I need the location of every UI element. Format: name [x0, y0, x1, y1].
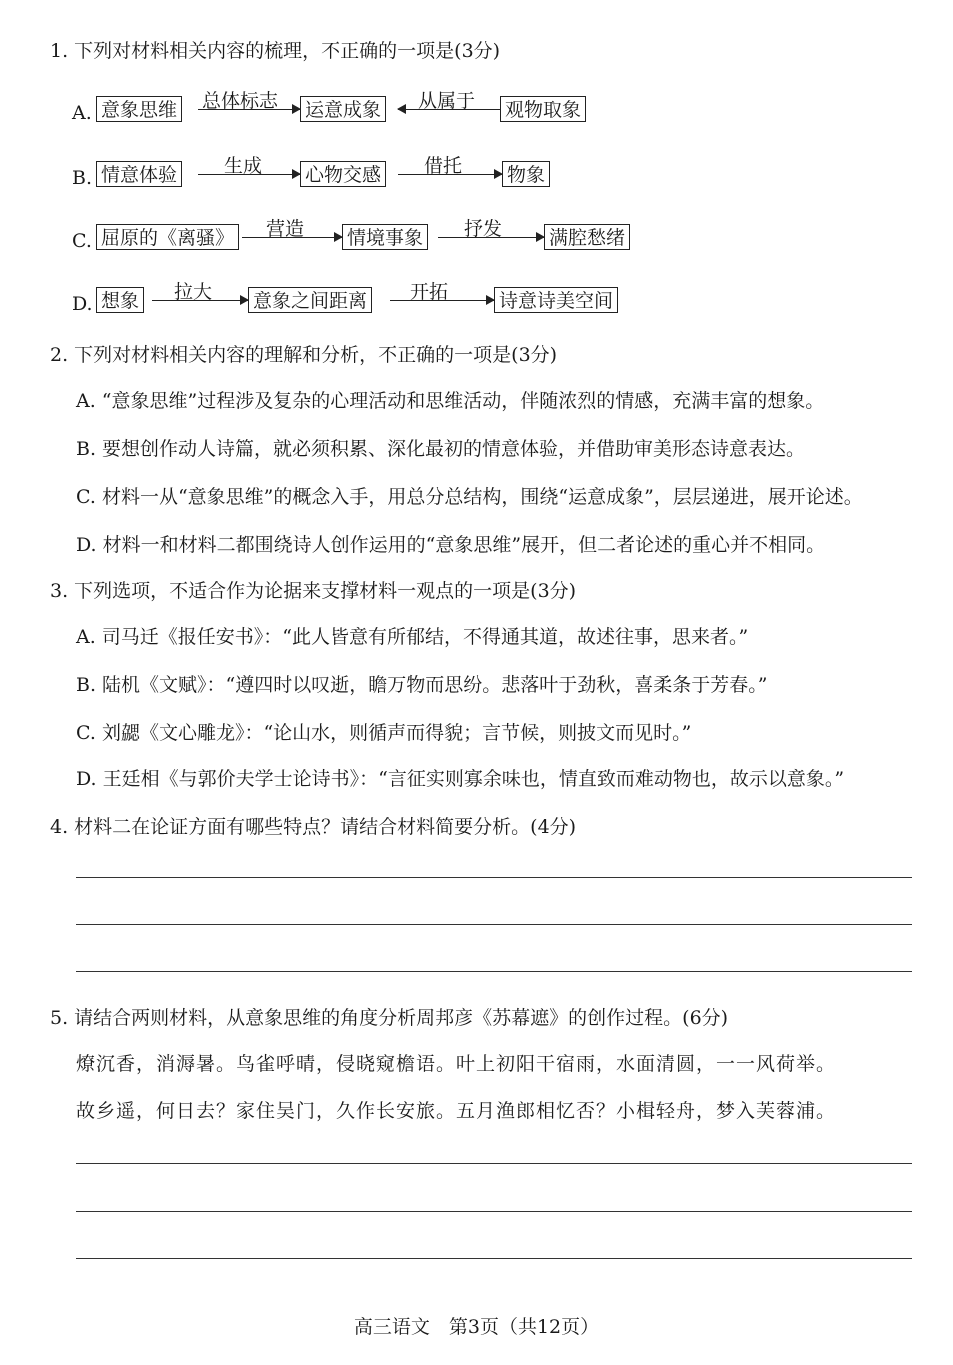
arrow-left-icon: [398, 90, 500, 112]
arrow-right-icon: [198, 90, 300, 112]
q4-answer-line-3[interactable]: [76, 971, 912, 972]
arrow-label: 开拓: [410, 281, 449, 303]
option-letter: A.: [72, 102, 92, 124]
poem-line-2: 故乡遥，何日去？家住吴门，久作长安旅。五月渔郎相忆否？小楫轻舟，梦入芙蓉浦。: [76, 1100, 837, 1122]
q3-option-a: A. 司马迁《报任安书》：“此人皆意有所郁结，不得通其道，故述往事，思来者。”: [76, 626, 749, 648]
q2-option-a: A. “意象思维”过程涉及复杂的心理活动和思维活动，伴随浓烈的情感，充满丰富的想象。: [76, 390, 825, 412]
arrow-right-icon: [438, 218, 544, 240]
flow-box: 情境事象: [342, 224, 428, 250]
option-letter: B.: [72, 167, 93, 189]
option-letter: C.: [72, 230, 92, 252]
q3-option-b: B. 陆机《文赋》：“遵四时以叹逝，瞻万物而思纷。悲落叶于劲秋，喜柔条于芳春。”: [76, 674, 768, 696]
q1-stem: 1. 下列对材料相关内容的梳理，不正确的一项是(3分): [50, 40, 501, 62]
arrow-label: 总体标志: [202, 90, 279, 112]
arrow-right-icon: [398, 155, 502, 177]
option-letter: D.: [72, 293, 93, 315]
q2-stem: 2. 下列对材料相关内容的理解和分析，不正确的一项是(3分): [50, 344, 558, 366]
arrow-right-icon: [390, 281, 494, 303]
flow-box: 心物交感: [300, 161, 386, 187]
q3-option-c: C. 刘勰《文心雕龙》：“论山水，则循声而得貌；言节候，则披文而见时。”: [76, 722, 692, 744]
arrow-label: 从属于: [418, 90, 476, 112]
q3-option-d: D. 王廷相《与郭价夫学士论诗书》：“言征实则寡余味也，情直致而难动物也，故示以意象。”: [76, 768, 845, 790]
flow-box: 屈原的《离骚》: [96, 224, 239, 250]
arrow-right-icon: [152, 281, 248, 303]
q4-stem: 4. 材料二在论证方面有哪些特点？请结合材料简要分析。(4分): [50, 816, 577, 838]
arrow-right-icon: [242, 218, 342, 240]
q4-answer-line-1[interactable]: [76, 877, 912, 878]
q2-option-d: D. 材料一和材料二都围绕诗人创作运用的“意象思维”展开，但二者论述的重心并不相同。: [76, 534, 826, 556]
arrow-label: 抒发: [464, 218, 503, 240]
arrow-right-icon: [198, 155, 300, 177]
flow-box: 诗意诗美空间: [494, 287, 618, 313]
q5-answer-line-1[interactable]: [76, 1163, 912, 1164]
arrow-label: 营造: [266, 218, 305, 240]
flow-box: 意象思维: [96, 96, 182, 122]
arrow-label: 生成: [224, 155, 263, 177]
q4-answer-line-2[interactable]: [76, 924, 912, 925]
arrow-label: 借托: [424, 155, 463, 177]
q5-answer-line-2[interactable]: [76, 1211, 912, 1212]
q3-stem: 3. 下列选项，不适合作为论据来支撑材料一观点的一项是(3分): [50, 580, 577, 602]
q5-stem: 5. 请结合两则材料，从意象思维的角度分析周邦彦《苏幕遮》的创作过程。(6分): [50, 1007, 729, 1029]
q2-option-c: C. 材料一从“意象思维”的概念入手，用总分总结构，围绕“运意成象”，层层递进，展开论述。: [76, 486, 863, 508]
arrow-label: 拉大: [174, 281, 213, 303]
q2-option-b: B. 要想创作动人诗篇，就必须积累、深化最初的情意体验，并借助审美形态诗意表达。: [76, 438, 806, 460]
flow-box: 情意体验: [96, 161, 182, 187]
flow-box: 意象之间距离: [248, 287, 372, 313]
page-footer: 高三语文 第3页（共12页）: [353, 1316, 600, 1338]
flow-box: 观物取象: [500, 96, 586, 122]
poem-line-1: 燎沉香，消溽暑。鸟雀呼晴，侵晓窥檐语。叶上初阳干宿雨，水面清圆，一一风荷举。: [76, 1053, 837, 1075]
q5-answer-line-3[interactable]: [76, 1258, 912, 1259]
flow-box: 物象: [502, 161, 550, 187]
flow-box: 满腔愁绪: [544, 224, 630, 250]
flow-box: 运意成象: [300, 96, 386, 122]
flow-box: 想象: [96, 287, 144, 313]
